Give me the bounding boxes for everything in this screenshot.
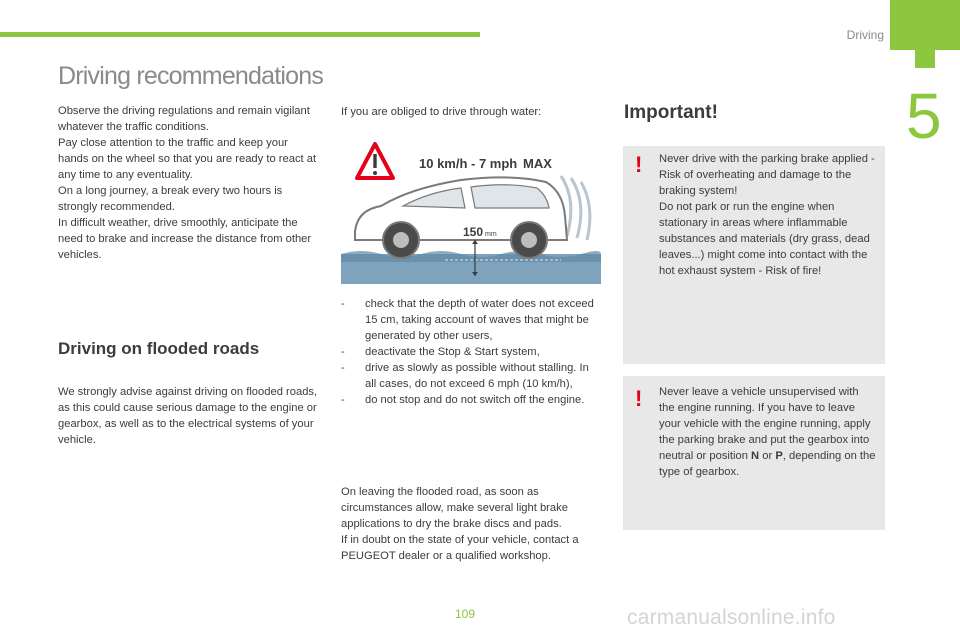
warning-text: Never leave a vehicle unsupervised with the engine running. If you have to leave your vehicle with the engine running, apply the parking brake and put the gearbox into neutral or position N or P, depending on the type of gearbox. bbox=[659, 386, 876, 478]
water-intro-text: If you are obliged to drive through water: bbox=[341, 106, 542, 118]
car-silhouette bbox=[355, 177, 567, 258]
driving-intro-text bbox=[58, 103, 320, 263]
flooded-roads-heading: Driving on flooded roads bbox=[58, 339, 260, 358]
list-item: - check that the depth of water does not exceed 15 cm, taking account of waves that might be generated by other users, bbox=[341, 298, 594, 342]
intro-line: On a long journey, a break every two hours is strongly recommended. bbox=[58, 185, 283, 213]
warning-triangle-icon bbox=[357, 144, 393, 178]
after-flood-text: On leaving the flooded road, as soon as circumstances allow, make several light brake applications to dry the brake discs and pads. If in doubt on the state of your vehicle, contact a PEUGEOT dealer or a qualified workshop. bbox=[341, 486, 579, 562]
section-label: Driving bbox=[846, 28, 884, 42]
list-item: - deactivate the Stop & Start system, bbox=[341, 346, 540, 358]
warning-box-unsupervised bbox=[623, 376, 885, 530]
intro-line: Observe the driving regulations and remain vigilant whatever the traffic conditions. bbox=[58, 105, 310, 133]
chapter-number: 5 bbox=[906, 80, 942, 152]
warning-exclamation-icon: ! bbox=[635, 386, 643, 411]
flooded-road-illustration bbox=[341, 136, 601, 286]
list-item: - do not stop and do not switch off the engine. bbox=[341, 394, 585, 406]
svg-text:150: 150 bbox=[463, 225, 484, 239]
header-accent-bar bbox=[0, 32, 480, 37]
site-watermark: carmanualsonline.info bbox=[627, 606, 836, 629]
intro-line: Pay close attention to the traffic and keep your hands on the wheel so that you are ready to react at any time to any eventuality. bbox=[58, 137, 317, 181]
intro-line: In difficult weather, drive smoothly, anticipate the need to brake and increase the distance from other vehicles. bbox=[58, 217, 312, 261]
warning-exclamation-icon: ! bbox=[635, 152, 643, 177]
important-heading: Important! bbox=[624, 102, 718, 123]
page-number: 109 bbox=[455, 607, 476, 621]
chapter-tab-stub bbox=[915, 50, 935, 68]
warning-box-parking-brake bbox=[623, 146, 885, 364]
svg-text:mm: mm bbox=[485, 231, 497, 238]
list-item: - drive as slowly as possible without stalling. In all cases, do not exceed 6 mph (10 km/h), bbox=[341, 362, 589, 390]
warning-text: Never drive with the parking brake applied - Risk of overheating and damage to the braking system! Do not park or run the engine when stationary in areas where inflammable substances and materials (dry grass, dead leaves...) might come into contact with the hot exhaust system - Risk of fire! bbox=[659, 153, 875, 277]
page-title: Driving recommendations bbox=[58, 62, 324, 90]
speed-limit-label: 10 km/h - 7 mph bbox=[419, 156, 518, 171]
max-label: MAX bbox=[523, 156, 552, 171]
water-checklist bbox=[341, 296, 603, 408]
flooded-roads-text: We strongly advise against driving on flooded roads, as this could cause serious damage to the engine or gearbox, as well as to the electrical systems of your vehicle. bbox=[58, 386, 318, 446]
chapter-tab bbox=[890, 0, 960, 50]
